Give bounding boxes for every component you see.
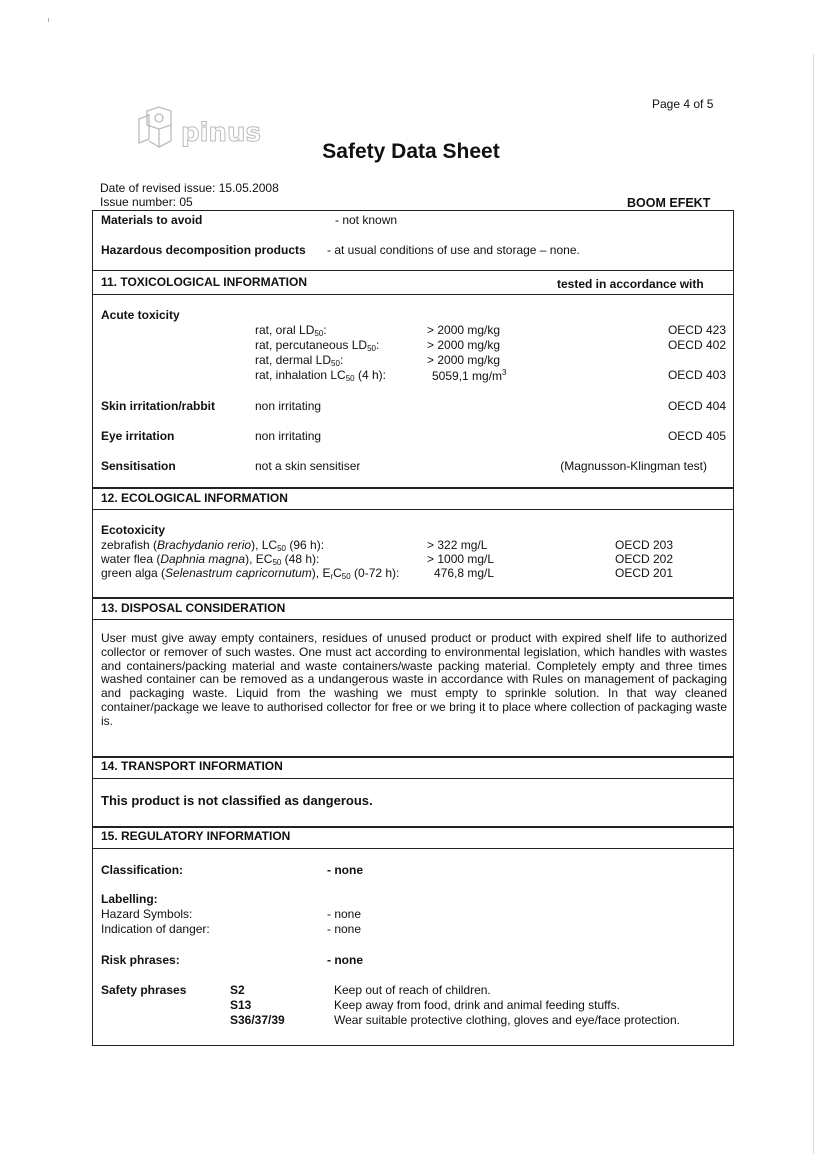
document-title: Safety Data Sheet xyxy=(322,140,500,163)
safety-code: S13 xyxy=(230,998,252,1012)
acute-test-4: rat, inhalation $LC_{50}$ (4 h): xyxy=(255,368,386,383)
transport-section xyxy=(92,756,734,828)
eco-std-3: OECD 201 xyxy=(615,566,674,580)
eco-test-2: water flea (Daphnia magna), $EC_{50}$ (48 h): xyxy=(101,552,320,567)
acute-label: Acute toxicity xyxy=(101,308,180,322)
page-number: Page 4 of 5 xyxy=(652,97,714,111)
acute-value-3: > 2000 mg/kg xyxy=(427,353,501,367)
skin-value: non irritating xyxy=(255,399,322,413)
risk-label: Risk phrases: xyxy=(101,953,180,967)
eco-test-3: green alga (Selenastrum capricornutum), $E_rC_{50}$ (0-72 h): xyxy=(101,566,400,581)
safety-code: S2 xyxy=(230,983,245,997)
danger-value: - none xyxy=(327,922,362,936)
eco-std-1: OECD 203 xyxy=(615,538,674,552)
avoid-value: - not known xyxy=(335,213,398,227)
sens-value: not a skin sensitiser xyxy=(255,459,361,473)
hazard-symbols-label: Hazard Symbols: xyxy=(101,907,193,921)
section-title: 13. DISPOSAL CONSIDERATION xyxy=(101,601,286,615)
decomp-value: - at usual conditions of use and storage – none. xyxy=(327,243,580,257)
acute-test-2: rat, percutaneous $LD_{50}$: xyxy=(255,338,380,353)
safety-label: Safety phrases xyxy=(101,983,187,997)
transport-text: This product is not classified as dangerous. xyxy=(101,793,373,808)
section-title: 11. TOXICOLOGICAL INFORMATION xyxy=(101,275,308,289)
disposal-section xyxy=(92,597,734,758)
safety-text: Keep out of reach of children. xyxy=(334,983,491,997)
eco-test-1: zebrafish (Brachydanio rerio), $LC_{50}$ (96 h): xyxy=(101,538,325,553)
revised-date: Date of revised issue: 15.05.2008 xyxy=(100,181,279,195)
acute-test-3: rat, dermal $LD_{50}$: xyxy=(255,353,344,368)
sens-label: Sensitisation xyxy=(101,459,176,473)
decomp-label: Hazardous decomposition products xyxy=(101,243,306,257)
eco-value-1: > 322 mg/L xyxy=(427,538,488,552)
eye-label: Eye irritation xyxy=(101,429,175,443)
regulatory-section xyxy=(92,826,734,1046)
skin-label: Skin irritation/rabbit xyxy=(101,399,216,413)
acute-test-1: rat, oral $LD_{50}$: xyxy=(255,323,327,338)
hazard-symbols-value: - none xyxy=(327,907,362,921)
issue-number: Issue number: 05 xyxy=(100,195,193,209)
eye-std: OECD 405 xyxy=(667,429,726,443)
skin-std: OECD 404 xyxy=(667,399,726,413)
section-title: 12. ECOLOGICAL INFORMATION xyxy=(101,491,288,505)
eco-std-2: OECD 202 xyxy=(615,552,674,566)
disposal-text: User must give away empty containers, residues of unused product or product with expired shelf life to authorized collector or remover of such wastes. One must act according to environmental legislation, which handles with wastes and containers/packing material and waste containers/waste packing material. Completely empty and three times washed container can be removed as a undangerous waste in accordance with Rules on management of packaging and packaging waste. Liquid from the washing we must empty to sprinkle solution. In that way cleaned container/package we leave to authorised collector for free or we bring it to place where collection of packaging waste is. xyxy=(101,631,727,728)
sens-std: (Magnusson-Klingman test) xyxy=(560,459,707,473)
avoid-label: Materials to avoid xyxy=(101,213,203,227)
ecotox-label: Ecotoxicity xyxy=(101,523,166,537)
safety-code: S36/37/39 xyxy=(230,1013,285,1027)
acute-std-2: OECD 402 xyxy=(667,338,726,352)
acute-value-4: 5059,1 $mg/m^3$ xyxy=(432,368,507,383)
danger-label: Indication of danger: xyxy=(101,922,210,936)
section-title: 15. REGULATORY INFORMATION xyxy=(101,829,291,843)
tested-header: tested in accordance with xyxy=(557,277,704,291)
product-name: BOOM EFEKT xyxy=(627,196,711,210)
logo-text: pinus xyxy=(181,118,262,148)
classification-label: Classification: xyxy=(101,863,184,877)
acute-std-4: OECD 403 xyxy=(667,368,726,382)
toxicological-section xyxy=(92,270,734,489)
risk-value: - none xyxy=(327,953,363,967)
eye-value: non irritating xyxy=(255,429,322,443)
acute-value-1: > 2000 mg/kg xyxy=(427,323,501,337)
labelling-label: Labelling: xyxy=(101,892,158,906)
page-edge-line xyxy=(813,54,814,1154)
stability-section xyxy=(92,210,734,271)
acute-value-2: > 2000 mg/kg xyxy=(427,338,501,352)
ecological-section xyxy=(92,487,734,599)
eco-value-3: 476,8 mg/L xyxy=(434,566,495,580)
safety-text: Wear suitable protective clothing, gloves and eye/face protection. xyxy=(334,1013,680,1027)
classification-value: - none xyxy=(327,863,363,877)
acute-std-1: OECD 423 xyxy=(667,323,726,337)
scan-mark xyxy=(48,18,49,22)
section-title: 14. TRANSPORT INFORMATION xyxy=(101,759,283,773)
eco-value-2: > 1000 mg/L xyxy=(427,552,495,566)
safety-text: Keep away from food, drink and animal feeding stuffs. xyxy=(334,998,620,1012)
